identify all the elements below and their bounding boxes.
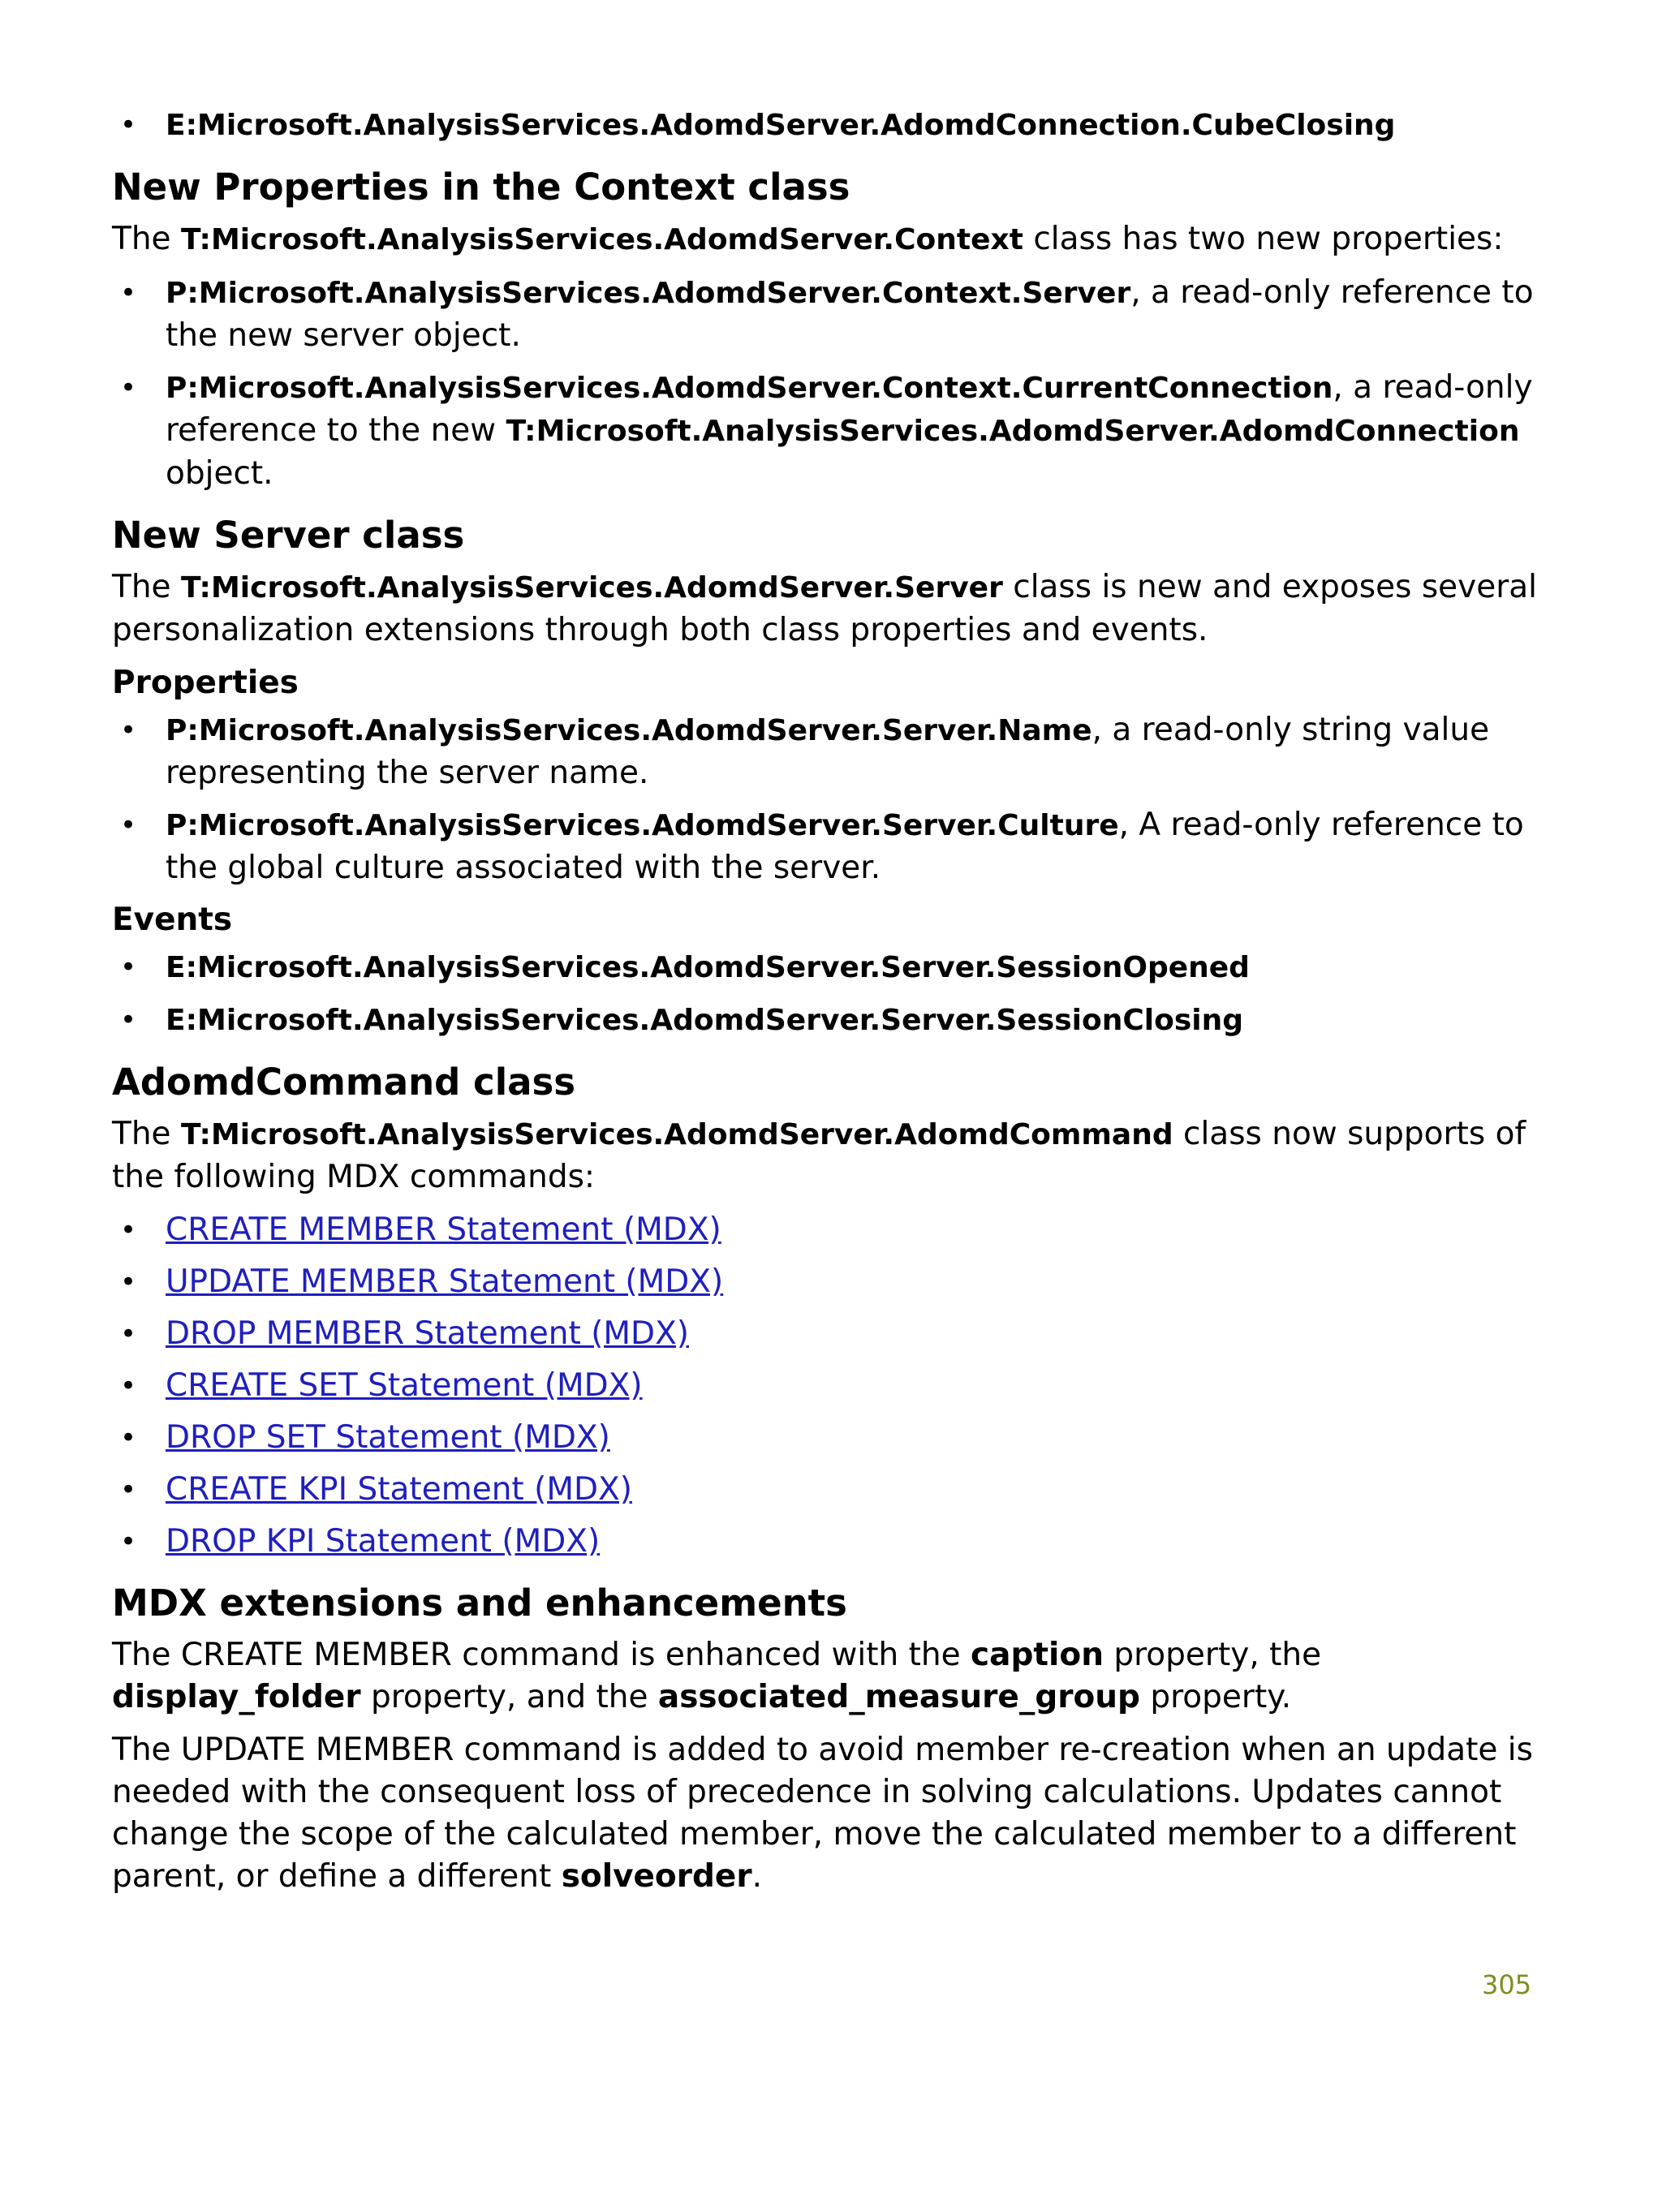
mdx-paragraph-update	[112, 1729, 1540, 1898]
event-name: E:Microsoft.AnalysisServices.AdomdServer.Server.SessionOpened	[166, 951, 1250, 984]
create-kpi-link[interactable]: CREATE KPI Statement (MDX)	[166, 1471, 632, 1508]
list-item	[112, 1521, 1540, 1563]
server-section-heading: New Server class	[112, 514, 465, 557]
keyword: associated_measure_group	[657, 1679, 1140, 1715]
list-item	[112, 1365, 1540, 1407]
property-name: P:Microsoft.AnalysisServices.AdomdServer.Context.CurrentConnection	[166, 372, 1333, 405]
list-item	[112, 1469, 1540, 1511]
intro-text: class has two new properties:	[1033, 221, 1504, 257]
bullet-icon: •	[120, 714, 137, 747]
class-name: T:Microsoft.AnalysisServices.AdomdServer.AdomdConnection	[506, 415, 1520, 448]
list-item	[112, 946, 1540, 989]
events-heading: Events	[112, 902, 233, 938]
property-name: P:Microsoft.AnalysisServices.AdomdServer.Context.Server	[166, 277, 1131, 310]
class-name: T:Microsoft.AnalysisServices.AdomdServer.AdomdCommand	[180, 1118, 1173, 1151]
bullet-icon: •	[120, 109, 137, 141]
mdx-paragraph-create	[112, 1634, 1540, 1719]
intro-text: class is new and exposes several personalization extensions through both class properties and events.	[112, 569, 1537, 648]
intro-text: The	[112, 221, 171, 257]
bullet-icon: •	[120, 1474, 137, 1506]
list-item	[112, 709, 1540, 794]
paragraph-text: property.	[1150, 1679, 1292, 1715]
mdx-section-heading: MDX extensions and enhancements	[112, 1582, 847, 1625]
class-name: T:Microsoft.AnalysisServices.AdomdServer.Context	[180, 223, 1023, 256]
paragraph-text: property, the	[1113, 1637, 1322, 1673]
list-item	[112, 1313, 1540, 1355]
bullet-icon: •	[120, 951, 137, 983]
bullet-icon: •	[120, 372, 137, 404]
context-intro	[112, 218, 1540, 261]
list-item	[112, 272, 1540, 357]
cube-closing-list	[112, 104, 1540, 147]
property-description: , a read-only reference to the new	[166, 369, 1533, 449]
list-item	[112, 804, 1540, 889]
list-item	[112, 104, 1540, 147]
command-section-heading: AdomdCommand class	[112, 1061, 576, 1104]
bullet-icon: •	[120, 1318, 137, 1350]
bullet-icon: •	[120, 1526, 137, 1558]
keyword: caption	[971, 1637, 1104, 1673]
list-item	[112, 367, 1540, 495]
server-intro	[112, 566, 1540, 652]
bullet-icon: •	[120, 1266, 137, 1298]
property-description: , a read-only string value representing the server name.	[166, 712, 1490, 791]
drop-kpi-link[interactable]: DROP KPI Statement (MDX)	[166, 1523, 601, 1560]
class-name: T:Microsoft.AnalysisServices.AdomdServer.Server	[180, 571, 1003, 605]
bullet-icon: •	[120, 809, 137, 841]
paragraph-text: .	[751, 1858, 762, 1895]
event-name: E:Microsoft.AnalysisServices.AdomdServer.AdomdConnection.CubeClosing	[166, 109, 1396, 142]
drop-member-link[interactable]: DROP MEMBER Statement (MDX)	[166, 1315, 690, 1352]
drop-set-link[interactable]: DROP SET Statement (MDX)	[166, 1419, 610, 1456]
create-member-link[interactable]: CREATE MEMBER Statement (MDX)	[166, 1211, 721, 1248]
list-item	[112, 1417, 1540, 1459]
intro-text: The	[112, 569, 171, 605]
bullet-icon: •	[120, 1422, 137, 1454]
bullet-icon: •	[120, 1214, 137, 1246]
property-description: object.	[166, 455, 273, 492]
keyword: display_folder	[112, 1679, 361, 1715]
page-content	[112, 104, 1540, 1909]
properties-heading: Properties	[112, 665, 299, 701]
property-name: P:Microsoft.AnalysisServices.AdomdServer.Server.Culture	[166, 809, 1119, 842]
property-description: , a read-only reference to the new server object.	[166, 274, 1534, 354]
context-section-heading: New Properties in the Context class	[112, 166, 850, 209]
page-number: 305	[1482, 1969, 1532, 2000]
bullet-icon: •	[120, 277, 137, 309]
bullet-icon: •	[120, 1004, 137, 1036]
server-properties-list	[112, 709, 1540, 889]
update-member-link[interactable]: UPDATE MEMBER Statement (MDX)	[166, 1263, 724, 1300]
list-item	[112, 1261, 1540, 1303]
keyword: solveorder	[561, 1858, 752, 1895]
server-events-list	[112, 946, 1540, 1042]
context-properties-list	[112, 272, 1540, 495]
list-item	[112, 999, 1540, 1042]
paragraph-text: The CREATE MEMBER command is enhanced with the	[112, 1637, 961, 1673]
bullet-icon: •	[120, 1370, 137, 1402]
create-set-link[interactable]: CREATE SET Statement (MDX)	[166, 1367, 643, 1404]
list-item	[112, 1209, 1540, 1251]
property-name: P:Microsoft.AnalysisServices.AdomdServer.Server.Name	[166, 714, 1092, 747]
paragraph-text: property, and the	[370, 1679, 648, 1715]
event-name: E:Microsoft.AnalysisServices.AdomdServer.Server.SessionClosing	[166, 1004, 1243, 1037]
property-description: , A read-only reference to the global culture associated with the server.	[166, 807, 1524, 886]
mdx-commands-list	[112, 1209, 1540, 1563]
paragraph-text: The UPDATE MEMBER command is added to avoid member re-creation when an update is needed with the consequent loss of precedence in solving calculations. Updates cannot change the scope of the calculated member, move the calculated member to a different parent, or define a different	[112, 1732, 1533, 1895]
intro-text: The	[112, 1116, 171, 1152]
intro-text: class now supports of the following MDX commands:	[112, 1116, 1526, 1195]
command-intro	[112, 1113, 1540, 1199]
